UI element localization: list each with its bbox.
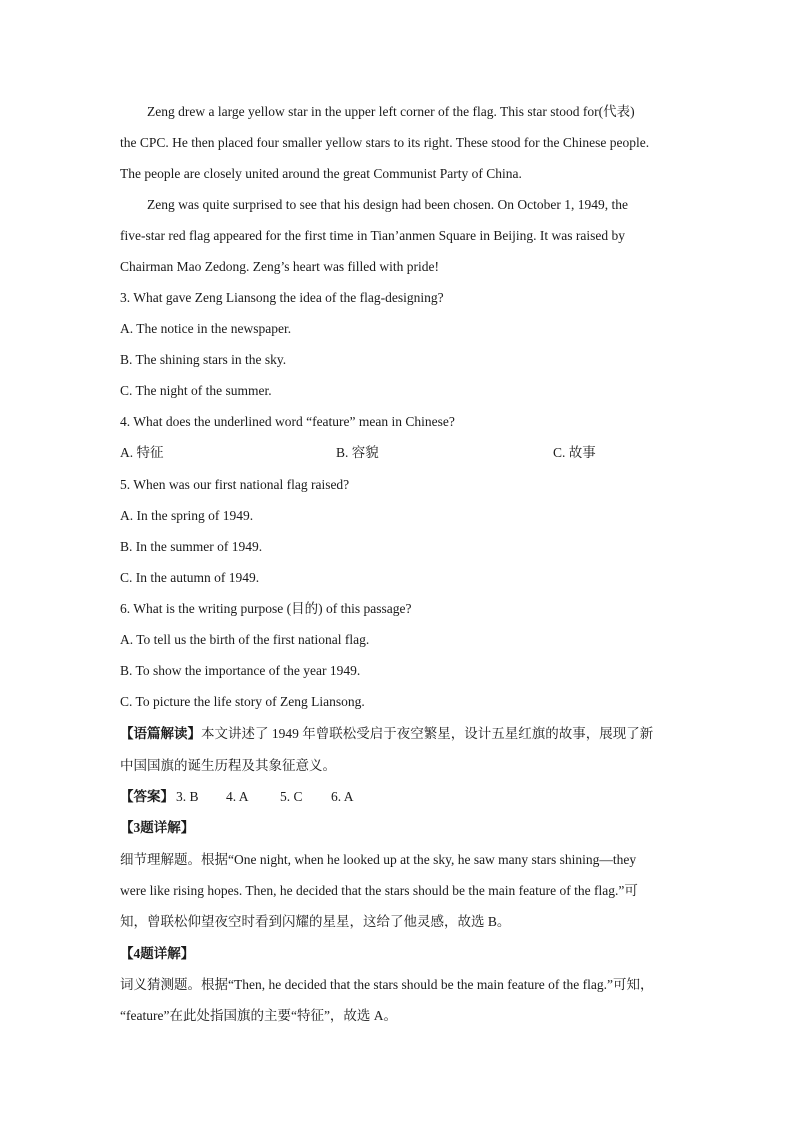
question-6-option-b: B. To show the importance of the year 1949. [120, 663, 361, 678]
question-3-option-a: A. The notice in the newspaper. [120, 321, 292, 336]
question-6: 6. What is the writing purpose (目的) of this passage? [120, 601, 412, 616]
passage-line: Zeng was quite surprised to see that his design had been chosen. On October 1, 1949, the [147, 197, 629, 212]
passage-line: Zeng drew a large yellow star in the upper left corner of the flag. This star stood for(代表) [147, 104, 635, 119]
question-5-option-a: A. In the spring of 1949. [120, 508, 254, 523]
question-5: 5. When was our first national flag raised? [120, 477, 350, 492]
detail-4-line: “feature”在此处指国旗的主要“特征”，故选 A。 [120, 1008, 398, 1023]
question-3-option-c: C. The night of the summer. [120, 383, 272, 398]
question-3: 3. What gave Zeng Liansong the idea of the flag-designing? [120, 290, 444, 305]
question-4-option-a: A. 特征 [120, 445, 164, 460]
question-4-options [120, 444, 680, 462]
passage-line: Chairman Mao Zedong. Zeng’s heart was filled with pride! [120, 259, 440, 274]
reading-analysis-text-continued: 中国国旗的诞生历程及其象征意义。 [120, 758, 336, 773]
detail-3-line: 细节理解题。根据“One night, when he looked up at the sky, he saw many stars shining—they [120, 852, 637, 867]
question-6-option-a: A. To tell us the birth of the first national flag. [120, 632, 370, 647]
detail-4-line: 词义猜测题。根据“Then, he decided that the stars should be the main feature of the flag.”可知， [120, 977, 654, 992]
question-5-option-b: B. In the summer of 1949. [120, 539, 263, 554]
answer-5: 5. C [280, 789, 303, 804]
passage-line: five-star red flag appeared for the first time in Tian’anmen Square in Beijing. It was raised by [120, 228, 625, 243]
reading-analysis-label: 【语篇解读】 [120, 726, 201, 741]
question-4-option-c: C. 故事 [553, 445, 596, 460]
answer-6: 6. A [331, 789, 354, 804]
detail-3-line: were like rising hopes. Then, he decided that the stars should be the main feature of the flag.”可 [120, 883, 638, 898]
answer-4: 4. A [226, 789, 249, 804]
answer-3: 3. B [176, 789, 199, 804]
passage-line: The people are closely united around the great Communist Party of China. [120, 166, 522, 181]
question-4-option-b: B. 容貌 [336, 445, 379, 460]
detail-3-label: 【3题详解】 [120, 820, 195, 835]
question-4: 4. What does the underlined word “feature” mean in Chinese? [120, 414, 455, 429]
passage-line: the CPC. He then placed four smaller yellow stars to its right. These stood for the Chinese people. [120, 135, 650, 150]
answers-row [120, 788, 420, 806]
reading-analysis [120, 725, 653, 743]
question-5-option-c: C. In the autumn of 1949. [120, 570, 260, 585]
detail-3-line: 知，曾联松仰望夜空时看到闪耀的星星，这给了他灵感，故选 B。 [120, 914, 511, 929]
answers-label: 【答案】 [120, 789, 174, 804]
reading-analysis-text: 本文讲述了 1949 年曾联松受启于夜空繁星，设计五星红旗的故事，展现了新 [201, 726, 654, 741]
question-6-option-c: C. To picture the life story of Zeng Liansong. [120, 694, 365, 709]
detail-4-label: 【4题详解】 [120, 946, 195, 961]
question-3-option-b: B. The shining stars in the sky. [120, 352, 287, 367]
